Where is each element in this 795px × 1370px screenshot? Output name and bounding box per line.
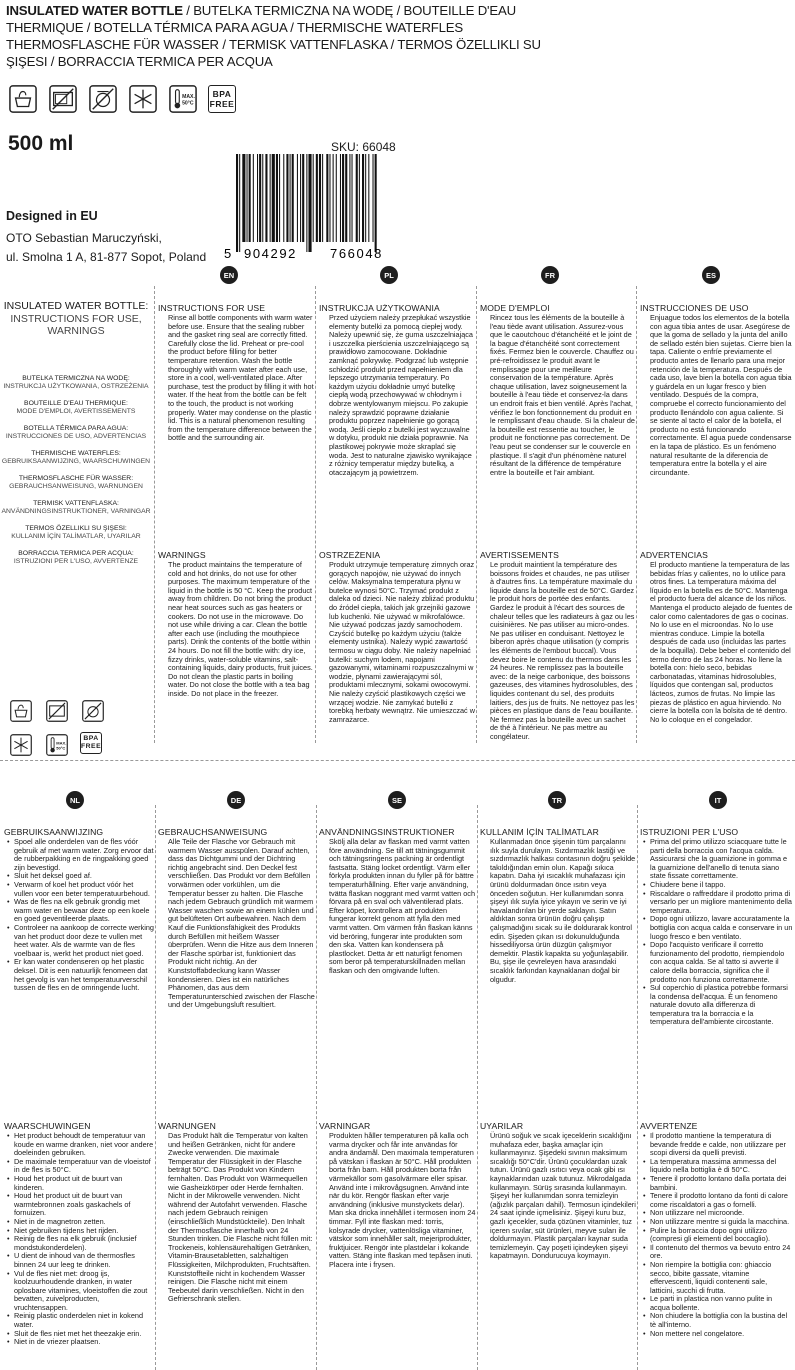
barcode-bar: [247, 154, 248, 242]
no-microwave-icon: [48, 84, 78, 114]
list-item: • Il contenuto del thermos va bevuto entro 24 ore.: [646, 1244, 793, 1261]
summary-entry-sub: GEBRUIKSAANWIJZING, WAARSCHUWINGEN: [1, 457, 151, 465]
nl-warn-title: WAARSCHUWINGEN: [4, 1121, 91, 1131]
barcode-bar: [352, 154, 353, 242]
barcode-bar: [270, 154, 271, 242]
summary-entry: [0, 375, 152, 391]
summary-entry-sub: INSTRUCCIONES DE USO, ADVERTENCIAS: [5, 432, 147, 440]
nl-instr-list: [4, 838, 154, 993]
pl-instructions: [319, 303, 475, 477]
summary-entry-title: BOTELLA TÉRMICA PARA AGUA:: [23, 424, 129, 432]
de-warn-text: Das Produkt hält die Temperatur von kalten und heißen Getränken, nicht für andere Zwecke verwenden. Die maximale Temperatur der Flüssigkeit in der Flasche beträgt 50°C. Das Produkt von Kindern fernhalten. Das Produkt von Wärmequellen wie Gasheizkörper oder Herde fernhalten. Nicht in der Mikrowelle verwenden. Nicht während der Autofahrt verwenden. Flasche nach jedem Gebrauch reinigen (einschließlich Mundstückteile). Den Inhalt der Thermosflasche innerhalb von 24 Stunden trinken. Die Flasche nicht füllen mit: Trockeneis, kohlensäurehaltigen Getränken, Vitamin-Brausetabletten, salzhaltigen Flüssigkeiten, Milchprodukten, Fruchtsäften. Kunststoffteile nicht in kochendem Wasser reinigen. Die Flasche nicht mit einem Teebeutel darin verschließen. Nicht in den Gefrierschrank stellen.: [168, 1131, 313, 1304]
it-warnings: [640, 1121, 793, 1338]
es-warn-title: ADVERTENCIAS: [640, 550, 708, 560]
summary-entry: [0, 475, 152, 491]
barcode-bar: [300, 154, 301, 242]
barcode-bar: [349, 154, 350, 242]
fr-instr-title: MODE D'EMPLOI: [480, 303, 550, 313]
barcode-bar: [279, 154, 280, 242]
barcode-bar: [319, 154, 321, 242]
barcode-bar: [368, 154, 369, 242]
care-icons-row: [8, 84, 236, 114]
barcode-bar: [322, 154, 323, 242]
barcode-bar: [359, 154, 360, 242]
summary-entry: [0, 450, 152, 466]
title-rest: / BUTELKA TERMICZNA NA WODĘ / BOUTEILLE D'EAU THERMIQUE / BOTELLA TÉRMICA PARA AGUA / THERMISCHE WATERFLES THERMOSFLASCHE FÜR WASSER / TERMISK VATTENFLASKA / TERMOS ÖZELLIKLI SU ŞIŞESI / BORRACCIA TERMICA PER ACQUA: [6, 3, 541, 69]
it-instr-title: ISTRUZIONI PER L'USO: [640, 827, 739, 837]
en-warn-text: The product maintains the temperature of cold and hot drinks, do not use for other purposes. The maximum temperature of the liquid in the bottle is 50 °C. Keep the product away from children. Do not bring the product near heat sources such as gas heaters or cookers. Do not use in the microwave. Do not use while driving a car. Clean the bottle after each use (including the mouthpiece parts). Drink the contents of the bottle within 24 hours. Do not fill the bottle with: dry ice, fizzy drinks, water-soluble vitamins, salt-containing liquids, dairy products, fruit juices. Do not clean the plastic parts in boiling water. Do not close the bottle with a tea bag inside. Do not place in the freezer.: [168, 560, 313, 698]
fr-instr-text: Rincez tous les éléments de la bouteille à l'eau tiède avant utilisation. Assurez-vous que le caoutchouc d'étanchéité et le joint de la bague d'étanchéité sont correctement fixés. Fermez bien le couvercle. Chauffez ou pré-refroidissez le produit avant le remplissage pour une meilleure conservation de la température. Après chaque utilisation, lavez soigneusement la bouteille à l'eau tiède et conservez-la dans un endroit frais et bien ventilé. Après l'achat, vérifiez le bon fonctionnement du produit en le remplissant d'eau chaude. Si la chaleur de la bouteille est ressentie au toucher, le produit ne fonctionne pas correctement. De l'eau peut se condenser sur le couvercle en plastique. Il s'agit d'un phénomène naturel résultant de la différence de température entre la bouteille et l'air ambiant.: [490, 313, 635, 477]
de-instr-text: Alle Teile der Flasche vor Gebrauch mit warmem Wasser ausspülen. Darauf achten, dass das Dichtgummi und der Dichtring richtig angebracht sind. Den Deckel fest verschließen. Das Produkt vor dem Befüllen vorwärmen oder vorkühlen, um die Temperatur besser zu halten. Die Flasche nach jedem Gebrauch gründlich mit warmem Wasser waschen sowie an einem kühlen und gut belüfteten Ort aufbewahren. Nach dem Kauf die Funktionsfähigkeit des Produkts durch Befüllen mit heißem Wasser überprüfen. Wenn die Hitze aus dem Inneren der Flasche spürbar ist, funktioniert das Produkt nicht richtig. An der Kunststoffabdeckung kann Wasser kondensieren. Dies ist ein natürliches Phänomen, das aus dem Temperaturunterschied zwischen der Flasche und der Umgebungsluft resultiert.: [168, 837, 315, 1010]
lang-badge-tr: TR: [548, 791, 566, 809]
list-item: • La temperatura massima ammessa del liquido nella bottiglia è di 50°C.: [646, 1158, 793, 1175]
lang-badge-se: SE: [388, 791, 406, 809]
tr-warn-text: Ürünü soğuk ve sıcak içeceklerin sıcaklığını muhafaza eder, başka amaçlar için kullanmayınız. Şişedeki sıvının maksimum sıcaklığı 50°C'dir. Ürünü çocuklardan uzak tutun. Ürünü gazlı ısıtıcı veya ocak gibi ısı kaynaklarından uzak tutunuz. Mikrodalgada kullanmayın. Sürüş sırasında kullanmayın. Şişeyi her kullanımdan sonra temizleyin (ağızlık parçaları dahil). Termosun içindekileri 24 saat içinde içmelisiniz. Şişeyi kuru buz, gazlı içecekler, suda çözünen vitaminler, tuz içeren sıvılar, süt ürünleri, meyve suları ile doldurmayın. Plastik parçaları kaynar suda temizlemeyin. Çay poşeti içindeyken şişeyi kapatmayın. Dondurucuya koymayın.: [490, 1131, 636, 1261]
it-instructions: [640, 827, 793, 1027]
barcode-bar: [290, 154, 291, 242]
mini-care-icons: [8, 698, 118, 758]
se-warn-title: VARNINGAR: [319, 1121, 371, 1131]
list-item: • Niet in de vriezer plaatsen.: [10, 1338, 154, 1347]
lang-badge-de: DE: [227, 791, 245, 809]
se-instr-title: ANVÄNDNINGSINSTRUKTIONER: [319, 827, 455, 837]
barcode-bar: [253, 154, 254, 242]
summary-entry: [0, 400, 152, 416]
summary-entry-sub: GEBRAUCHSANWEISUNG, WARNUNGEN: [9, 482, 143, 490]
list-item: • Non utilizzare mentre si guida la macchina.: [646, 1218, 793, 1227]
summary-entry-title: THERMISCHE WATERFLES:: [31, 449, 121, 457]
svg-text:MAX.: MAX.: [182, 94, 195, 101]
barcode-bar: [333, 154, 334, 242]
barcode-bar: [259, 154, 261, 242]
en-warn-title: WARNINGS: [158, 550, 206, 560]
company-address: [6, 229, 206, 267]
column-divider: [316, 805, 317, 1370]
nl-warn-list: [4, 1132, 154, 1347]
se-instructions: [319, 827, 476, 976]
barcode-bar: [340, 154, 341, 242]
barcode-bar: [329, 154, 330, 242]
es-warn-text: El producto mantiene la temperatura de las bebidas frías y calientes, no lo utilice para otros fines. La temperatura máxima del líquido en la botella es de 50°C. Mantenga el producto fuera del alcance de los niños. Mantenga el producto alejado de fuentes de calor como calentadores de gas o cocinas. No lo use en el microondas. No lo use mientras conduce. Limpie la botella después de cada uso (incluidas las partes de la boquilla). Debe beber el contenido del termo dentro de las 24 horas. No llene la botella con: hielo seco, bebidas carbonatadas, vitaminas hidrosolubles, líquidos que contengan sal, productos lácteos, zumos de frutas. No limpie las piezas de plástico en agua hirviendo. No cierre la botella con la bolsita de té dentro. No lo coloque en el congelador.: [650, 560, 793, 724]
column-divider: [154, 286, 155, 743]
list-item: • U dient de inhoud van de thermosfles binnen 24 uur leeg te drinken.: [10, 1252, 154, 1269]
en-instr-title: INSTRUCTIONS FOR USE: [158, 303, 266, 313]
list-item: • Dopo l'acquisto verificare il corretto funzionamento del prodotto, riempiendolo con acqua calda. Se al tatto si avverte il calore della borraccia, significa che il prodotto non funziona correttamente.: [646, 941, 793, 984]
barcode-bar: [326, 154, 328, 242]
barcode-bar: [297, 154, 298, 242]
tr-warn-title: UYARILAR: [480, 1121, 524, 1131]
list-item: • Sluit het deksel goed af.: [10, 872, 154, 881]
se-warn-text: Produkten håller temperaturen på kalla och varma drycker och får inte användas för andra ändamål. Den maximala temperaturen på vätskan i flaskan är 50°C. Håll produkten borta från barn. Håll produkten borta från värmekällor som gasolvärmare eller spisar. Använd inte i mikrovågsugnen. Använd inte när du kör. Rengör flaskan efter varje användning (inklusive munstyckets delar). Man ska dricka innehållet i termosen inom 24 timmar. Fyll inte flaskan med: torris, kolsyrade drycker, vattenlösliga vitaminer, vätskor som innehåller salt, mejeriprodukter, fruktjuicer. Rengör inte plastdelar i kokande vatten. Stäng inte flaskan med tepåsen inuti. Placera inte i frysen.: [329, 1131, 476, 1269]
fr-warnings: [480, 550, 635, 741]
summary-entry: [0, 550, 152, 566]
fr-warn-title: AVERTISSEMENTS: [480, 550, 559, 560]
it-warn-list: [640, 1132, 793, 1338]
max-temp-icon: [44, 732, 70, 758]
summary-main-title: INSULATED WATER BOTTLE:: [3, 300, 149, 312]
barcode-bar: [272, 154, 275, 242]
summary-column: [0, 300, 152, 566]
no-dishwasher-icon: [88, 84, 118, 114]
se-warnings: [319, 1121, 476, 1270]
column-divider: [637, 805, 638, 1370]
barcode-digit-first: 5: [224, 246, 232, 260]
list-item: • Tenere il prodotto lontano dalla portata dei bambini.: [646, 1175, 793, 1192]
handwash-icon: [8, 698, 34, 724]
list-item: • Non riempire la bottiglia con: ghiaccio secco, bibite gassate, vitamine effervescenti, liquidi contenenti sale, latticini, succhi di frutta.: [646, 1261, 793, 1295]
list-item: • Houd het product uit de buurt van kinderen.: [10, 1175, 154, 1192]
lang-badge-nl: NL: [66, 791, 84, 809]
barcode-bar: [257, 154, 258, 242]
list-item: • Niet in de magnetron zetten.: [10, 1218, 154, 1227]
summary-entry-title: TERMOS ÖZELLIKLI SU ŞIŞESI:: [25, 524, 127, 532]
barcode-bar: [286, 154, 288, 242]
column-divider: [155, 805, 156, 1370]
list-item: • Controleer na aankoop de correcte werking van het product door deze te vullen met heet water. Als de warmte van de fles voelbaar is, werkt het product niet goed.: [10, 924, 154, 958]
column-divider: [476, 286, 477, 743]
summary-entry-title: BORRACCIA TERMICA PER ACQUA:: [18, 549, 134, 557]
pl-warn-title: OSTRZEŻENIA: [319, 550, 381, 560]
no-microwave-icon: [44, 698, 70, 724]
list-item: • Reinig de fles na elk gebruik (inclusief mondstukonderdelen).: [10, 1235, 154, 1252]
list-item: • Prima del primo utilizzo sciacquare tutte le parti della borraccia con l'acqua calda. Assicurarsi che la guarnizione in gomma e la guarnizione dell'anello di tenuta siano state fissate correttamente.: [646, 838, 793, 881]
es-instr-text: Enjuague todos los elementos de la botella con agua tibia antes de usar. Asegúrese de que la goma de sellado y la junta del anillo de sellado estén bien sujetas. Cierre bien la tapa. Caliente o enfríe previamente el producto antes de llenarlo para una mejor retención de la temperatura. Después de cada uso, lave bien la botella con agua tibia y guárdela en un lugar fresco y bien ventilado. Después de la compra, compruebe el correcto funcionamiento del producto llenándolo con agua caliente. Si se siente al tacto el calor de la botella, el producto no está funcionando correctamente. El agua puede condensarse en la tapa de plástico. Es un fenómeno natural resultante de la diferencia de temperatura entre la botella y el aire circundante.: [650, 313, 792, 477]
column-divider: [477, 805, 478, 1370]
list-item: • Was de fles na elk gebruik grondig met warm water en bewaar deze op een koele en goed geventileerde plaats.: [10, 898, 154, 924]
sku-label: SKU: 66048: [331, 140, 396, 154]
summary-entry-title: TERMISK VATTENFLASKA:: [33, 499, 119, 507]
capacity-label: 500 ml: [8, 132, 74, 155]
barcode-bar: [308, 154, 311, 252]
list-item: • Houd het product uit de buurt van warmtebronnen zoals gaskachels of fornuizen.: [10, 1192, 154, 1218]
lang-badge-pl: PL: [380, 266, 398, 284]
barcode-bar: [249, 154, 251, 242]
list-item: • Non utilizzare nel microonde.: [646, 1209, 793, 1218]
title-bold: INSULATED WATER BOTTLE: [6, 3, 183, 18]
barcode-bar: [239, 154, 240, 252]
summary-entry-title: BUTELKA TERMICZNA NA WODĘ:: [22, 374, 130, 382]
barcode-bar: [362, 154, 364, 242]
lang-badge-es: ES: [702, 266, 720, 284]
designed-in-label: Designed in EU: [6, 209, 98, 223]
list-item: • Riscaldare o raffreddare il prodotto prima di versarlo per un migliore mantenimento della temperatura.: [646, 890, 793, 916]
barcode-bar: [302, 154, 304, 242]
pl-instr-text: Przed użyciem należy przepłukać wszystkie elementy butelki za pomocą ciepłej wody. Należy upewnić się, że guma uszczelniająca i uszczelka pierścienia uszczelniającego są prawidłowo zamocowane. Dokładnie zamknąć pokrywkę. Podgrzać lub wstępnie schłodzić produkt przed napełnieniem dla lepszego utrzymania temperatury. Po każdym użyciu dokładnie umyć butelkę ciepłą wodą przechowywać w chłodnym i dobrze wentylowanym miejscu. Po zakupie należy sprawdzić poprawne działanie produktu poprzez napełnienie go gorącą wodą. Jeśli ciepło z butelki jest wyczuwalne w dotyku, produkt nie działa poprawnie. Na plastikowej pokrywie może skraplać się woda. Jest to naturalne zjawisko wynikające z różnicy temperatur między butelką, a otaczającym ją powietrzem.: [329, 313, 473, 477]
list-item: • Dopo ogni utilizzo, lavare accuratamente la bottiglia con acqua calda e conservare in un luogo fresco e ben ventilato.: [646, 915, 793, 941]
list-item: • Non chiudere la bottiglia con la bustina del tè all'interno.: [646, 1312, 793, 1329]
nl-instr-title: GEBRUIKSAANWIJZING: [4, 827, 104, 837]
tr-instr-text: Kullanmadan önce şişenin tüm parçalarını ılık suyla durulayın. Sızdırmazlık lastiği ve sızdırmazlık halkası contasının doğru şekilde takıldığından emin olun. Kapağı sıkıca kapatın. Daha iyi ısıcaklık muhafazası için ürünü doldurmadan önce ısıtın veya önceden soğutun. Her kullanımdan sonra şişeyi ılık suyla iyice yıkayın ve serin ve iyi havalandırılan bir yerde saklayın. Satın aldıktan sonra ürünün doğru çalışıp çalışmadığını sıcak su ile doldurarak kontrol edin. Şişeden çıkan ısı dokunulduğunda hissediliyorsa ürün düzgün çalışmıyor demektir. Plastik kapakta su yoğunlaşabilir. Bu, şişe ile çevreleyen hava arasındaki sıcaklık farkından kaynaklanan doğal bir olgudur.: [490, 837, 636, 984]
it-instr-list: [640, 838, 793, 1027]
barcode-bar: [313, 154, 314, 242]
barcode-digits-left: 904292: [244, 246, 297, 260]
bpa-label: BPA: [212, 89, 232, 99]
handwash-icon: [8, 84, 38, 114]
nl-instructions: [4, 827, 154, 993]
fr-instructions: [480, 303, 635, 477]
pl-warn-text: Produkt utrzymuje temperaturę zimnych oraz gorących napojów, nie używać do innych celów. Maksymalna temperatura płynu w butelce wynosi 50°C. Trzymać produkt z daleka od dzieci. Nie należy zbliżać produktu do źródeł ciepła, takich jak grzejniki gazowe lub kuchenki. Nie używać w mikrofalówce. Nie używać podczas jazdy samochodem. Czyścić butelkę po każdym użyciu (także elementy ustnika). Należy wypić zawartość termosu w ciągu doby. Nie należy napełniać butelki: suchym lodem, napojami gazowanymi, witaminami rozpuszczalnymi w wodzie, płynami zawierającymi sól, produktami mlecznymi, sokami owocowymi. Nie należy czyścić plastikowych części we wrzącej wodzie. Nie zamykać butelki z torebką herbaty wewnątrz. Nie umieszczać w zamrażarce.: [329, 560, 475, 724]
summary-entry-sub: KULLANIM İÇİN TALİMATLAR, UYARILAR: [11, 532, 141, 540]
fr-warn-text: Le produit maintient la température des boissons froides et chaudes, ne pas utiliser à d'autres fins. La température maximale du liquide dans la bouteille est de 50°C. Gardez le produit hors de portée des enfants. Gardez le produit à l'écart des sources de chaleur telles que les radiateurs à gaz ou les cuisinières. Ne pas utiliser au micro-ondes. Ne pas utiliser en conduisant. Nettoyez le biberon après chaque utilisation (y compris les éléments de l'embout buccal). Vous devez boire le contenu du thermos dans les 24 heures. Ne remplissez pas la bouteille avec: de la neige carbonique, des boissons gazeuses, des vitamines hydrosolubles, des liquides contenant du sel, des produits laitiers, des jus de fruits. Ne nettoyez pas les pièces en plastique dans de l'eau bouillante. Ne fermez pas la bouteille avec un sachet de thé à l'intérieur. Ne pas mettre au congélateur.: [490, 560, 635, 741]
barcode-bar: [276, 154, 278, 242]
it-warn-title: AVVERTENZE: [640, 1121, 698, 1131]
list-item: • De maximale temperatuur van de vloeistof in de fles is 50°C.: [10, 1158, 154, 1175]
tr-warnings: [480, 1121, 636, 1261]
bpa-label: BPA: [83, 735, 99, 742]
barcode-bar: [365, 154, 366, 242]
list-item: • Pulire la borraccia dopo ogni utilizzo (compresi gli elementi del boccaglio).: [646, 1227, 793, 1244]
tr-instr-title: KULLANIM İÇİN TALİMATLAR: [480, 827, 599, 837]
summary-entry: [0, 525, 152, 541]
summary-entry-sub: ISTRUZIONI PER L'USO, AVVERTENZE: [13, 557, 139, 565]
no-dishwasher-icon: [80, 698, 106, 724]
es-instructions: [640, 303, 793, 477]
list-item: • Le parti in plastica non vanno pulite in acqua bollente.: [646, 1295, 793, 1312]
barcode-bar: [356, 154, 358, 242]
summary-main-sub: INSTRUCTIONS FOR USE, WARNINGS: [10, 312, 142, 337]
nl-warnings: [4, 1121, 154, 1347]
barcode-bar: [262, 154, 263, 242]
list-item: • Tenere il prodotto lontano da fonti di calore come riscaldatori a gas o fornelli.: [646, 1192, 793, 1209]
list-item: • Il prodotto mantiene la temperatura di bevande fredde e calde, non utilizzare per scopi diversi da quelli previsti.: [646, 1132, 793, 1158]
barcode-bar: [342, 154, 344, 242]
barcode: [222, 154, 422, 260]
svg-text:50°C: 50°C: [56, 745, 66, 751]
barcode-bar: [236, 154, 238, 252]
product-title: [6, 2, 566, 70]
se-instr-text: Skölj alla delar av flaskan med varmt vatten före användning. Se till att tätningsgummit och tätningsringens packning är ordentligt fastsatta. Stäng locket ordentligt. Värm eller förkyla produkten innan du fyller på för bättre temperaturhållning. Efter varje användning, tvätta flaskan noggrant med varmt vatten och förvara på en sval och välventilerad plats. Efter köpet, kontrollera att produkten fungerar korrekt genom att fylla den med varmt vatten. Om värmen från flaskan känns vid beröring, fungerar inte produkten som den ska. Vatten kan kondensera på plastlocket. Detta är ett naturligt fenomen som beror på temperaturskillnaden mellan flaskan och den omgivande luften.: [329, 837, 476, 975]
free-label: FREE: [81, 743, 102, 750]
list-item: • Sul coperchio di plastica potrebbe formarsi la condensa dell'acqua. È un fenomeno naturale dovuto alla differenza di temperatura tra la borraccia e la temperatura dell'ambiente circostante.: [646, 984, 793, 1027]
barcode-bar: [242, 154, 245, 242]
company-name: OTO Sebastian Maruczyński,: [6, 231, 162, 245]
svg-text:50°C: 50°C: [182, 100, 194, 107]
barcode-bar: [265, 154, 267, 242]
list-item: • Verwarm of koel het product vóór het vullen voor een beter temperatuurbehoud.: [10, 881, 154, 898]
barcode-bar: [336, 154, 337, 242]
barcode-bar: [306, 154, 307, 252]
es-warnings: [640, 550, 793, 724]
list-item: • Er kan water condenseren op het plastic deksel. Dit is een natuurlijk fenomeen dat het gevolg is van het temperatuurverschil tussen de fles en de omringende lucht.: [10, 958, 154, 992]
list-item: • Reinig plastic onderdelen niet in kokend water.: [10, 1312, 154, 1329]
list-item: • Chiudere bene il tappo.: [646, 881, 793, 890]
free-label: FREE: [209, 99, 235, 109]
de-instr-title: GEBRAUCHSANWEISUNG: [158, 827, 268, 837]
bpa-free-icon: [208, 85, 236, 113]
lang-badge-it: IT: [709, 791, 727, 809]
summary-entry-title: THERMOSFLASCHE FÜR WASSER:: [18, 474, 134, 482]
en-instructions: [158, 303, 314, 443]
barcode-bar: [316, 154, 318, 242]
column-divider: [636, 286, 637, 743]
no-freezer-icon: [8, 732, 34, 758]
en-instr-text: Rinse all bottle components with warm water before use. Ensure that the sealing rubber and the gasket ring seal are correctly fitted. Carefully close the lid. Preheat or pre-cool the product before filling for better temperature retention. Wash the bottle thoroughly with warm water after each use, store in a cool, well-ventilated place. After purchase, test the product by filling it with hot water. If the heat from the bottle can be felt to the touch, the product is not working properly. Water may condense on the plastic lid. This is a natural phenomenon resulting from the temperature difference between the bottle and the surrounding air.: [168, 313, 314, 443]
es-instr-title: INSTRUCCIONES DE USO: [640, 303, 749, 313]
de-warn-title: WARNUNGEN: [158, 1121, 216, 1131]
company-street: ul. Smolna 1 A, 81-877 Sopot, Poland: [6, 250, 207, 264]
summary-entry: [0, 425, 152, 441]
en-warnings: [158, 550, 314, 699]
lang-badge-fr: FR: [541, 266, 559, 284]
summary-main: [0, 300, 152, 338]
summary-entry-title: BOUTEILLE D'EAU THERMIQUE:: [24, 399, 128, 407]
list-item: • Spoel alle onderdelen van de fles vóór gebruik af met warm water. Zorg ervoor dat de rubberpakking en de ringpakking goed zijn bevestigd.: [10, 838, 154, 872]
list-item: • Het product behoudt de temperatuur van koude en warme dranken, niet voor andere doeleinden gebruiken.: [10, 1132, 154, 1158]
barcode-bar: [373, 154, 374, 242]
tr-instructions: [480, 827, 636, 984]
list-item: • Niet gebruiken tijdens het rijden.: [10, 1227, 154, 1236]
column-divider: [315, 286, 316, 743]
barcode-bar: [283, 154, 284, 242]
lang-badge-en: EN: [220, 266, 238, 284]
pl-warnings: [319, 550, 475, 724]
list-item: • Vul de fles niet met: droog ijs, koolzuurhoudende dranken, in water oplosbare vitamines, vloeistoffen die zout bevatten, zuivelproducten, vruchtensappen.: [10, 1270, 154, 1313]
barcode-bar: [292, 154, 294, 242]
no-freezer-icon: [128, 84, 158, 114]
section-divider: [0, 760, 795, 761]
de-warnings: [158, 1121, 315, 1304]
bpa-free-icon: [80, 732, 102, 754]
summary-entry-sub: ANVÄNDNINGSINSTRUKTIONER, VARNINGAR: [1, 507, 151, 515]
summary-entry-sub: INSTRUKCJA UŻYTKOWANIA, OSTRZEŻENIA: [3, 382, 149, 390]
pl-instr-title: INSTRUKCJA UŻYTKOWANIA: [319, 303, 440, 313]
list-item: • Sluit de fles niet met het theezakje erin.: [10, 1330, 154, 1339]
list-item: • Non mettere nel congelatore.: [646, 1330, 793, 1339]
barcode-digits-right: 766048: [330, 246, 383, 260]
svg-text:MAX.: MAX.: [56, 740, 67, 746]
barcode-bar: [375, 154, 377, 252]
de-instructions: [158, 827, 315, 1010]
barcode-bar: [345, 154, 347, 242]
summary-entry: [0, 500, 152, 516]
summary-entry-sub: MODE D'EMPLOI, AVERTISSEMENTS: [16, 407, 136, 415]
max-temp-icon: [168, 84, 198, 114]
